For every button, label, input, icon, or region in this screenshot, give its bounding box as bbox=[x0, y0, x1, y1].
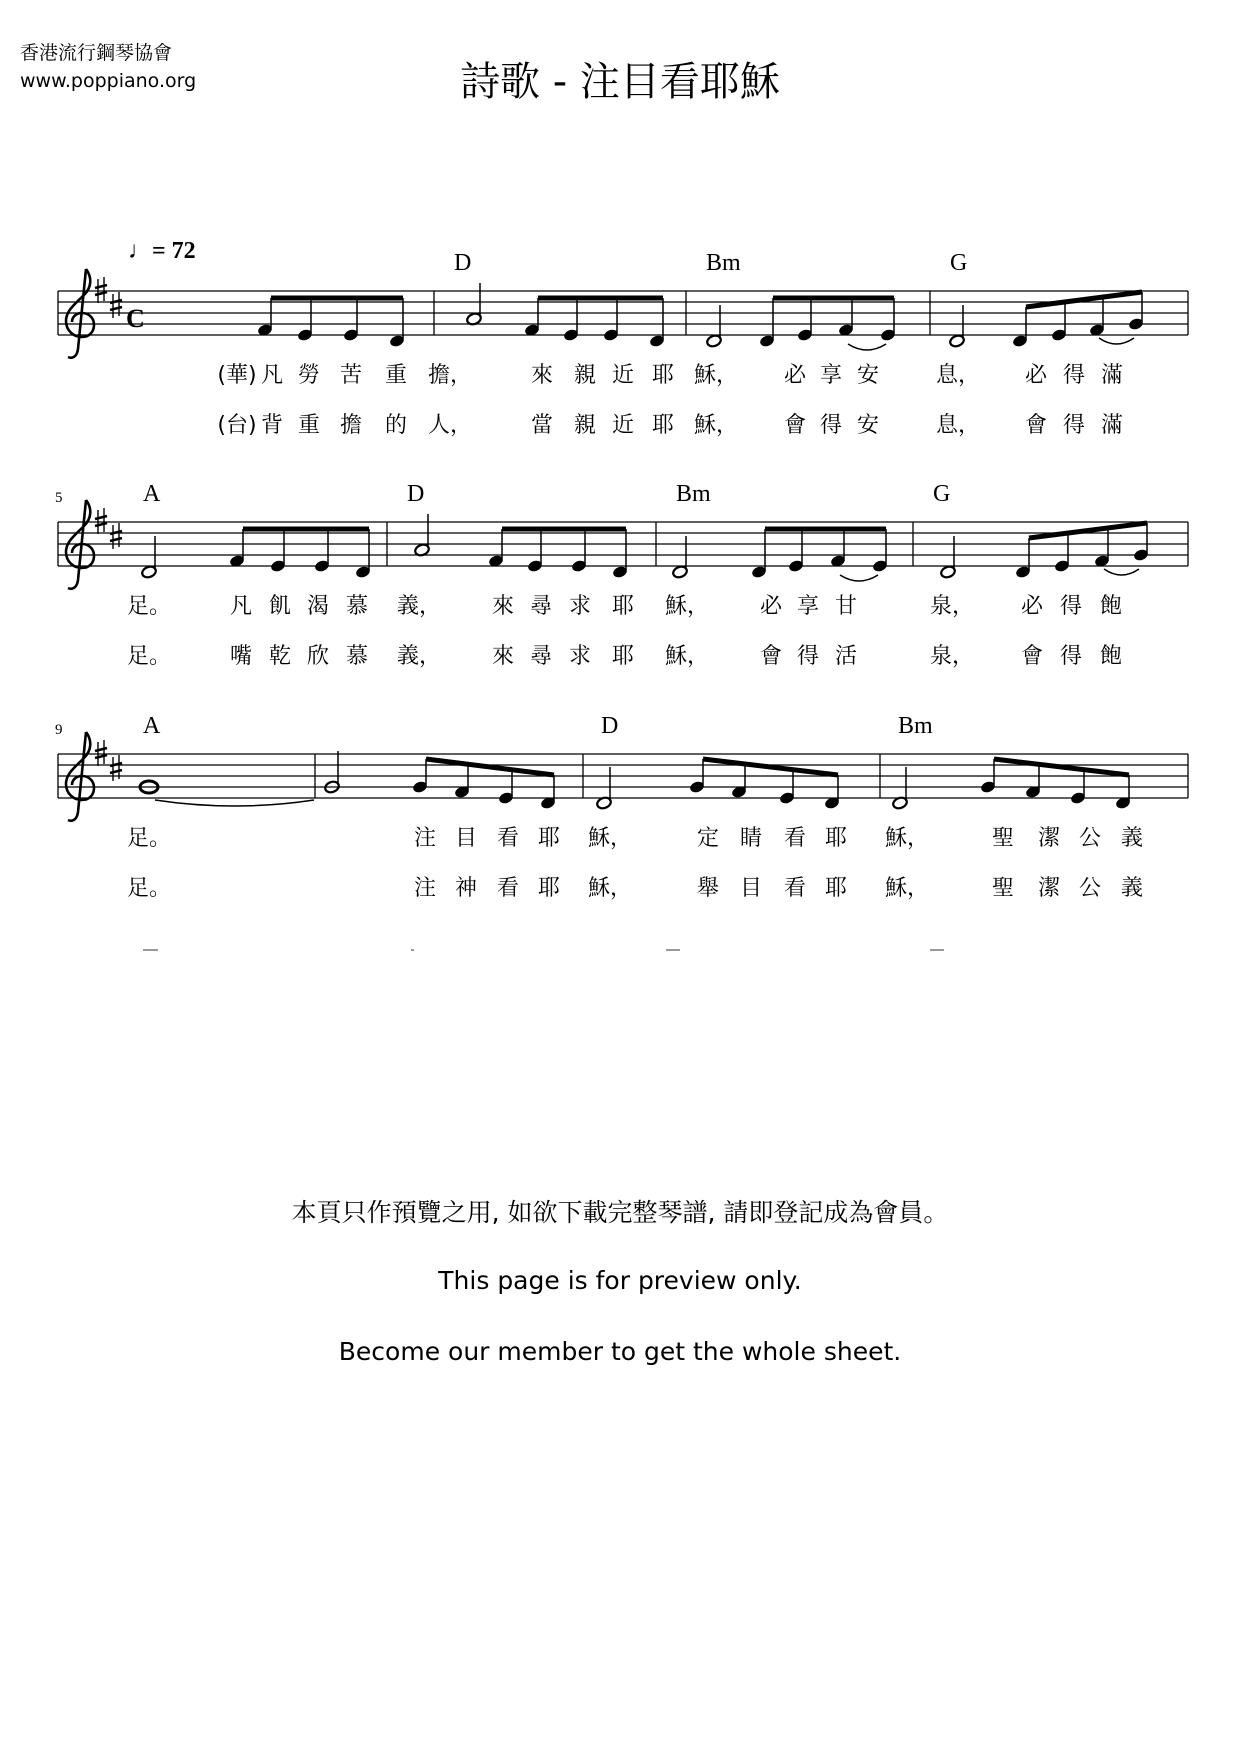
lyric-syllable: 安 bbox=[856, 363, 880, 388]
lyric-syllable: 睛 bbox=[739, 826, 763, 851]
tie bbox=[155, 800, 314, 806]
lyric-syllable: 神 bbox=[454, 876, 478, 901]
lyric-syllable: 足。 bbox=[126, 644, 172, 669]
lyric-syllable: 定 bbox=[696, 826, 720, 851]
lyric-syllable: 凡 bbox=[260, 363, 284, 388]
chord-symbol: Bm bbox=[676, 481, 711, 507]
lyric-syllable: 耶 bbox=[651, 363, 675, 388]
lyric-syllable: 會 bbox=[783, 413, 807, 438]
tie bbox=[1099, 338, 1134, 344]
lyric-syllable: 凡 bbox=[229, 594, 253, 619]
lyric-syllable: 飢 bbox=[268, 594, 292, 619]
membership-notice: Become our member to get the whole sheet. bbox=[338, 1337, 902, 1366]
staff-system-3 bbox=[58, 732, 1188, 821]
lyric-syllable: 義 bbox=[1120, 826, 1144, 851]
lyric-syllable: 親 bbox=[573, 413, 597, 438]
lyric-syllable: 穌， bbox=[587, 876, 633, 901]
lyric-syllable: 潔 bbox=[1037, 876, 1061, 901]
tie bbox=[1104, 569, 1139, 575]
lyric-syllable: 欣 bbox=[306, 644, 330, 669]
lyric-syllable: 尋 bbox=[529, 594, 553, 619]
lyric-syllable: 公 bbox=[1078, 876, 1102, 901]
lyric-syllable: 足。 bbox=[126, 876, 172, 901]
lyric-syllable: 近 bbox=[611, 363, 635, 388]
lyric-syllable: 會 bbox=[1020, 644, 1044, 669]
lyric-syllable: 穌， bbox=[664, 644, 710, 669]
lyric-syllable: 息， bbox=[935, 363, 981, 388]
lyric-syllable: 舉 bbox=[696, 876, 720, 901]
lyric-syllable: 滿 bbox=[1100, 363, 1124, 388]
site-url[interactable]: www.poppiano.org bbox=[20, 70, 197, 92]
lyric-syllable: 尋 bbox=[529, 644, 553, 669]
lyric-syllable: 擔， bbox=[427, 363, 473, 388]
lyric-syllable: 公 bbox=[1078, 826, 1102, 851]
lyric-syllable: 慕 bbox=[345, 594, 369, 619]
lyric-syllable: 耶 bbox=[537, 826, 561, 851]
lyric-syllable: 擔 bbox=[339, 413, 363, 438]
lyric-syllable: 聖 bbox=[991, 876, 1015, 901]
lyric-syllable: 穌， bbox=[587, 826, 633, 851]
lyric-syllable: 泉， bbox=[929, 594, 975, 619]
lyric-syllable: 飽 bbox=[1099, 594, 1123, 619]
lyric-syllable: 享 bbox=[796, 594, 820, 619]
lyric-syllable: 穌， bbox=[693, 413, 739, 438]
note-beam bbox=[703, 759, 838, 775]
preview-notice-zh: 本頁只作預覽之用, 如欲下載完整琴譜, 請即登記成為會員。 bbox=[291, 1198, 949, 1227]
lyric-syllable: 耶 bbox=[824, 876, 848, 901]
lyric-syllable: 耶 bbox=[611, 594, 635, 619]
note-beam bbox=[426, 759, 554, 775]
lyric-syllable: 看 bbox=[496, 826, 520, 851]
page-title: 詩歌 - 注目看耶穌 bbox=[460, 59, 780, 105]
chord-symbol: A bbox=[143, 481, 161, 507]
lyric-syllable: (台) bbox=[217, 413, 257, 438]
lyric-syllable: 義 bbox=[1120, 876, 1144, 901]
lyric-syllable: 安 bbox=[856, 413, 880, 438]
lyric-syllable: 必 bbox=[1020, 594, 1044, 619]
chord-symbol: D bbox=[601, 713, 619, 739]
lyric-syllable: 得 bbox=[1059, 644, 1083, 669]
lyric-syllable: 足。 bbox=[126, 594, 172, 619]
lyric-syllable: 慕 bbox=[345, 644, 369, 669]
lyric-syllable: 親 bbox=[573, 363, 597, 388]
chord-symbol: D bbox=[454, 250, 472, 276]
lyric-syllable: 渴 bbox=[306, 594, 330, 619]
notes-layer bbox=[140, 283, 1149, 810]
lyric-syllable: 重 bbox=[297, 413, 321, 438]
chord-symbol: A bbox=[143, 713, 161, 739]
chord-symbol: G bbox=[933, 481, 951, 507]
tempo-marking: ♩= 72 bbox=[128, 238, 196, 264]
lyric-syllable: 苦 bbox=[339, 363, 363, 388]
lyric-syllable: 的 bbox=[384, 413, 408, 438]
lyric-syllable: 義， bbox=[396, 594, 442, 619]
lyric-syllable: 義， bbox=[396, 644, 442, 669]
lyric-syllable: 人， bbox=[427, 413, 473, 438]
lyric-syllable: 飽 bbox=[1099, 644, 1123, 669]
chord-symbol: Bm bbox=[898, 713, 933, 739]
lyric-syllable: 得 bbox=[796, 644, 820, 669]
lyric-syllable: 當 bbox=[530, 413, 554, 438]
lyric-syllable: 來 bbox=[491, 594, 515, 619]
measure-number-5: 5 bbox=[55, 490, 63, 506]
site-name: 香港流行鋼琴協會 bbox=[20, 42, 173, 64]
chord-symbol: D bbox=[407, 481, 425, 507]
lyric-syllable: 會 bbox=[1024, 413, 1048, 438]
note-beam bbox=[1026, 292, 1142, 307]
tie bbox=[848, 344, 886, 350]
chord-symbol: Bm bbox=[706, 250, 741, 276]
lyric-syllable: 潔 bbox=[1037, 826, 1061, 851]
note-beam bbox=[994, 759, 1129, 775]
lyric-syllable: 息， bbox=[935, 413, 981, 438]
lyric-syllable: 穌， bbox=[664, 594, 710, 619]
tie bbox=[840, 575, 878, 581]
lyric-syllable: 足。 bbox=[126, 826, 172, 851]
lyric-syllable: 享 bbox=[819, 363, 843, 388]
lyric-syllable: 目 bbox=[739, 876, 763, 901]
lyric-syllable: 穌， bbox=[884, 876, 930, 901]
lyric-syllable: 穌， bbox=[884, 826, 930, 851]
lyric-syllable: 嘴 bbox=[229, 644, 253, 669]
lyric-syllable: 耶 bbox=[537, 876, 561, 901]
lyric-syllable: (華) bbox=[217, 363, 257, 388]
lyric-syllable: 耶 bbox=[651, 413, 675, 438]
lyric-syllable: 聖 bbox=[991, 826, 1015, 851]
lyric-syllable: 耶 bbox=[611, 644, 635, 669]
lyric-syllable: 注 bbox=[413, 876, 437, 901]
lyric-syllable: 泉， bbox=[929, 644, 975, 669]
lyric-syllable: 來 bbox=[530, 363, 554, 388]
lyric-syllable: 來 bbox=[491, 644, 515, 669]
note-beam bbox=[1029, 523, 1147, 538]
lyric-syllable: 必 bbox=[759, 594, 783, 619]
lyric-syllable: 耶 bbox=[824, 826, 848, 851]
lyric-syllable: 得 bbox=[1059, 594, 1083, 619]
lyric-syllable: 背 bbox=[260, 413, 284, 438]
preview-notice-en: This page is for preview only. bbox=[438, 1266, 802, 1295]
lyric-syllable: 得 bbox=[1062, 363, 1086, 388]
lyric-syllable: 活 bbox=[834, 644, 858, 669]
lyric-syllable: 求 bbox=[568, 644, 592, 669]
lyric-syllable: 得 bbox=[1062, 413, 1086, 438]
lyric-syllable: 看 bbox=[783, 826, 807, 851]
lyric-syllable: 穌， bbox=[693, 363, 739, 388]
lyric-syllable: 近 bbox=[611, 413, 635, 438]
lyric-syllable: 甘 bbox=[834, 594, 858, 619]
svg-text:C: C bbox=[126, 304, 145, 333]
chord-symbol: G bbox=[950, 250, 968, 276]
lyric-syllable: 滿 bbox=[1100, 413, 1124, 438]
lyric-syllable: 勞 bbox=[297, 363, 321, 388]
lyric-syllable: 必 bbox=[783, 363, 807, 388]
lyric-syllable: 求 bbox=[568, 594, 592, 619]
lyric-syllable: 看 bbox=[783, 876, 807, 901]
lyric-syllable: 必 bbox=[1024, 363, 1048, 388]
lyric-syllable: 注 bbox=[413, 826, 437, 851]
measure-number-9: 9 bbox=[55, 722, 63, 738]
lyric-syllable: 目 bbox=[454, 826, 478, 851]
lyric-syllable: 得 bbox=[819, 413, 843, 438]
lyric-syllable: 看 bbox=[496, 876, 520, 901]
lyric-syllable: 重 bbox=[384, 363, 408, 388]
lyric-syllable: 會 bbox=[759, 644, 783, 669]
lyric-syllable: 乾 bbox=[268, 644, 292, 669]
